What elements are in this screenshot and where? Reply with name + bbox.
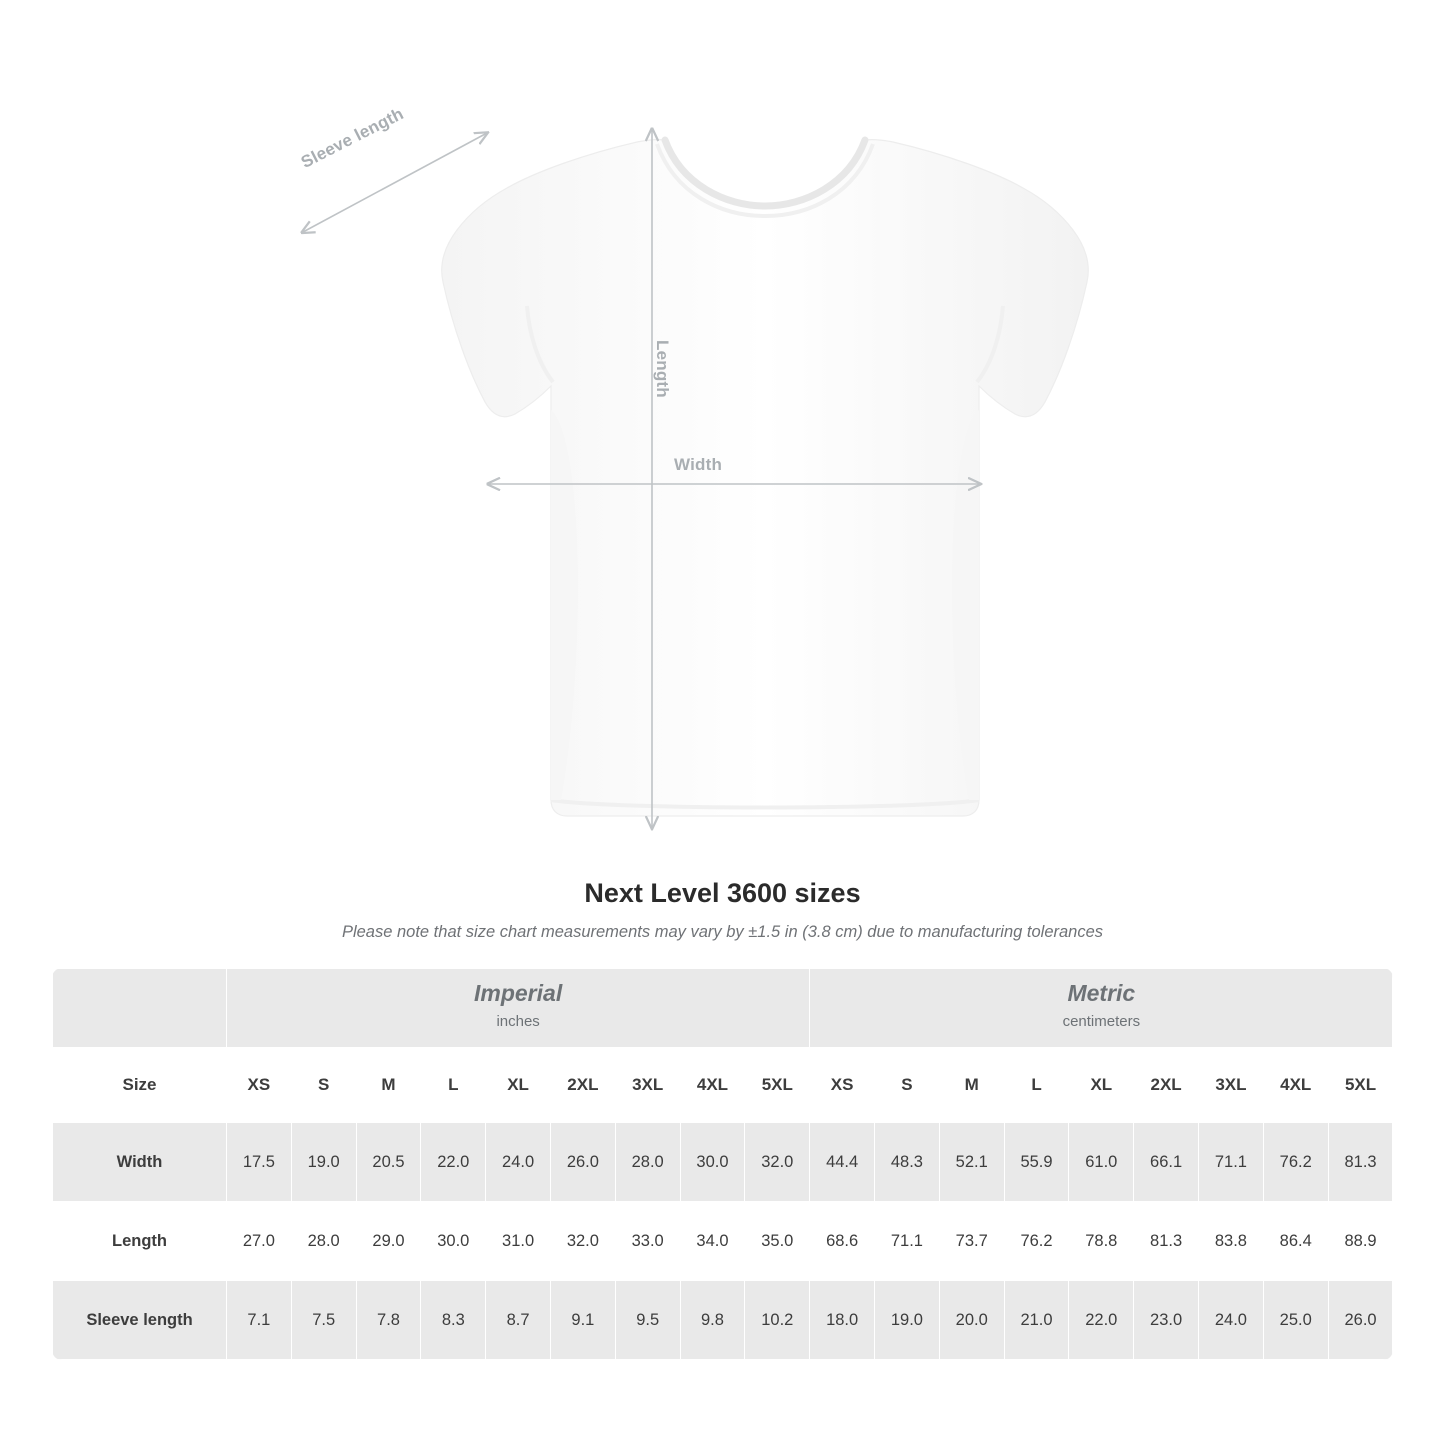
- size-column-header: M: [356, 1048, 421, 1123]
- measurement-cell: 10.2: [745, 1281, 810, 1360]
- measurement-cell: 83.8: [1199, 1202, 1264, 1281]
- size-column-header: XL: [1069, 1048, 1134, 1123]
- measurement-cell: 33.0: [615, 1202, 680, 1281]
- measurement-cell: 32.0: [745, 1123, 810, 1202]
- measurement-cell: 76.2: [1263, 1123, 1328, 1202]
- measurement-cell: 8.3: [421, 1281, 486, 1360]
- row-header-sleeve-length: Sleeve length: [53, 1281, 227, 1360]
- measurement-cell: 29.0: [356, 1202, 421, 1281]
- table-row: [53, 1281, 1393, 1360]
- measurement-cell: 9.5: [615, 1281, 680, 1360]
- system-name: Metric: [1067, 980, 1136, 1007]
- measurement-cell: 86.4: [1263, 1202, 1328, 1281]
- system-unit: inches: [496, 1013, 540, 1031]
- measurement-cell: 8.7: [486, 1281, 551, 1360]
- measurement-cell: 7.8: [356, 1281, 421, 1360]
- table-row: [53, 1123, 1393, 1202]
- table-corner-cell: [53, 969, 227, 1048]
- measurement-cell: 22.0: [421, 1123, 486, 1202]
- measurement-cell: 88.9: [1328, 1202, 1393, 1281]
- measurement-cell: 22.0: [1069, 1281, 1134, 1360]
- measurement-cell: 23.0: [1134, 1281, 1199, 1360]
- measurement-cell: 71.1: [875, 1202, 940, 1281]
- measurement-cell: 34.0: [680, 1202, 745, 1281]
- measurement-cell: 19.0: [291, 1123, 356, 1202]
- size-column-header: 3XL: [615, 1048, 680, 1123]
- measurement-cell: 48.3: [875, 1123, 940, 1202]
- measurement-cell: 52.1: [939, 1123, 1004, 1202]
- size-column-header: 5XL: [745, 1048, 810, 1123]
- width-label: Width: [674, 455, 723, 474]
- size-column-header: 5XL: [1328, 1048, 1393, 1123]
- system-header-imperial: [227, 969, 810, 1048]
- measurement-cell: 19.0: [875, 1281, 940, 1360]
- table-row: [53, 1202, 1393, 1281]
- size-column-header: 4XL: [1263, 1048, 1328, 1123]
- system-name: Imperial: [474, 980, 563, 1007]
- row-header-width: Width: [53, 1123, 227, 1202]
- measurement-cell: 30.0: [680, 1123, 745, 1202]
- measurement-cell: 73.7: [939, 1202, 1004, 1281]
- table-system-header-row: [53, 969, 1393, 1048]
- size-column-header: S: [875, 1048, 940, 1123]
- size-column-header: 3XL: [1199, 1048, 1264, 1123]
- measurement-cell: 9.1: [550, 1281, 615, 1360]
- measurement-cell: 68.6: [810, 1202, 875, 1281]
- measurement-cell: 55.9: [1004, 1123, 1069, 1202]
- size-column-header: L: [1004, 1048, 1069, 1123]
- measurement-cell: 7.1: [227, 1281, 292, 1360]
- measurement-cell: 24.0: [486, 1123, 551, 1202]
- size-column-header: XS: [227, 1048, 292, 1123]
- measurement-cell: 28.0: [615, 1123, 680, 1202]
- measurement-cell: 25.0: [1263, 1281, 1328, 1360]
- size-column-header: L: [421, 1048, 486, 1123]
- measurement-cell: 35.0: [745, 1202, 810, 1281]
- measurement-cell: 20.0: [939, 1281, 1004, 1360]
- measurement-cell: 26.0: [1328, 1281, 1393, 1360]
- size-chart-table-wrapper: [52, 968, 1393, 1360]
- size-column-header: S: [291, 1048, 356, 1123]
- system-unit: centimeters: [1062, 1013, 1141, 1031]
- measurement-cell: 21.0: [1004, 1281, 1069, 1360]
- size-column-header: 4XL: [680, 1048, 745, 1123]
- title-block: [0, 878, 1445, 942]
- measurement-cell: 76.2: [1004, 1202, 1069, 1281]
- measurement-cell: 81.3: [1134, 1202, 1199, 1281]
- measurement-cell: 27.0: [227, 1202, 292, 1281]
- measurement-cell: 18.0: [810, 1281, 875, 1360]
- row-header-size: Size: [53, 1048, 227, 1123]
- table-size-row: [53, 1048, 1393, 1123]
- measurement-cell: 71.1: [1199, 1123, 1264, 1202]
- size-chart-table: [52, 968, 1393, 1360]
- size-column-header: 2XL: [550, 1048, 615, 1123]
- size-column-header: XS: [810, 1048, 875, 1123]
- measurement-cell: 66.1: [1134, 1123, 1199, 1202]
- measurement-cell: 44.4: [810, 1123, 875, 1202]
- measurement-cell: 32.0: [550, 1202, 615, 1281]
- measurement-cell: 26.0: [550, 1123, 615, 1202]
- measurement-cell: 7.5: [291, 1281, 356, 1360]
- measurement-cell: 28.0: [291, 1202, 356, 1281]
- measurement-cell: 78.8: [1069, 1202, 1134, 1281]
- measurement-cell: 17.5: [227, 1123, 292, 1202]
- size-column-header: 2XL: [1134, 1048, 1199, 1123]
- measurement-cell: 30.0: [421, 1202, 486, 1281]
- sleeve-length-label: Sleeve length: [298, 104, 407, 172]
- measurement-cell: 9.8: [680, 1281, 745, 1360]
- size-column-header: M: [939, 1048, 1004, 1123]
- page-title: Next Level 3600 sizes: [584, 878, 861, 908]
- size-column-header: XL: [486, 1048, 551, 1123]
- length-label: Length: [653, 340, 672, 398]
- tolerance-note: Please note that size chart measurements may vary by ±1.5 in (3.8 cm) due to manufacturing tolerances: [341, 923, 1104, 941]
- measurement-cell: 24.0: [1199, 1281, 1264, 1360]
- row-header-length: Length: [53, 1202, 227, 1281]
- measurement-cell: 20.5: [356, 1123, 421, 1202]
- system-header-metric: [810, 969, 1393, 1048]
- measurement-cell: 81.3: [1328, 1123, 1393, 1202]
- measurement-cell: 31.0: [486, 1202, 551, 1281]
- measurement-cell: 61.0: [1069, 1123, 1134, 1202]
